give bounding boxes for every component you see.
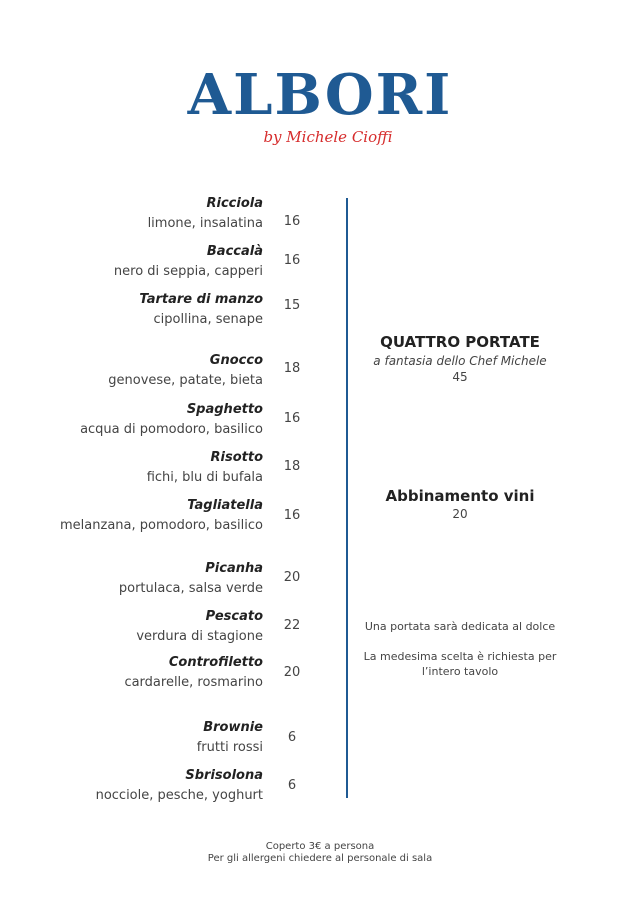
dish-name: Picanha: [205, 561, 263, 576]
dish-price: 18: [283, 459, 301, 474]
dish-item: [3, 767, 263, 804]
dish-item: [3, 497, 263, 534]
wine-pairing: [360, 487, 560, 521]
dish-price: 16: [283, 508, 301, 523]
dish-price: 16: [283, 253, 301, 268]
dish-item: [3, 195, 263, 232]
dish-description: fichi, blu di bufala: [146, 470, 263, 485]
pairing-title: Abbinamento vini: [385, 487, 535, 505]
dish-name: Ricciola: [206, 196, 263, 211]
logo-byline: by Michele Cioffi: [263, 128, 393, 146]
dish-name: Sbrisolona: [185, 768, 263, 783]
dish-name: Gnocco: [209, 353, 263, 368]
footer-allergens: Per gli allergeni chiedere al personale di sala: [207, 853, 433, 864]
dish-name: Tagliatella: [187, 498, 263, 513]
dish-description: cardarelle, rosmarino: [124, 675, 263, 690]
column-divider: [346, 198, 348, 798]
dish-name: Spaghetto: [186, 402, 263, 417]
dish-item: [3, 719, 263, 756]
dish-item: [3, 608, 263, 645]
dish-description: limone, insalatina: [147, 216, 263, 231]
dish-price: 18: [283, 361, 301, 376]
dish-price: 16: [283, 214, 301, 229]
dish-item: [3, 560, 263, 597]
dish-description: melanzana, pomodoro, basilico: [60, 518, 263, 533]
dessert-note: Una portata sarà dedicata al dolce: [364, 620, 556, 633]
dish-description: frutti rossi: [196, 740, 263, 755]
dish-item: [3, 291, 263, 328]
tasting-title: QUATTRO PORTATE: [380, 333, 540, 351]
dish-item: [3, 401, 263, 438]
dish-item: [3, 352, 263, 389]
dish-name: Risotto: [210, 450, 263, 465]
dish-description: acqua di pomodoro, basilico: [80, 422, 263, 437]
dish-item: [3, 654, 263, 691]
dish-name: Pescato: [205, 609, 263, 624]
dish-name: Baccalà: [206, 244, 263, 259]
dish-price: 15: [283, 298, 301, 313]
pairing-price: 20: [452, 507, 468, 521]
dish-price: 20: [283, 570, 301, 585]
tasting-subtitle: a fantasia dello Chef Michele: [373, 354, 547, 368]
dish-description: genovese, patate, bieta: [108, 373, 263, 388]
dish-item: [3, 243, 263, 280]
logo-wordmark: ALBORI: [187, 62, 453, 128]
dish-description: nero di seppia, capperi: [113, 264, 263, 279]
dish-price: 22: [283, 618, 301, 633]
table-note: La medesima scelta è richiesta per l’intero tavolo: [363, 650, 557, 678]
dish-description: verdura di stagione: [136, 629, 263, 644]
logo-graphic: [170, 62, 470, 157]
dish-price: 16: [283, 411, 301, 426]
dish-price: 20: [283, 665, 301, 680]
tasting-price: 45: [452, 370, 468, 384]
tasting-menu: [360, 333, 560, 384]
dish-price: 6: [287, 778, 297, 793]
dish-item: [3, 449, 263, 486]
dish-name: Tartare di manzo: [139, 292, 263, 307]
footer-coperto: Coperto 3€ a persona: [265, 841, 375, 852]
dish-name: Controfiletto: [168, 655, 263, 670]
dish-description: cipollina, senape: [153, 312, 263, 327]
brand-logo: [0, 62, 640, 157]
dish-price: 6: [287, 730, 297, 745]
dish-description: nocciole, pesche, yoghurt: [95, 788, 263, 803]
dish-description: portulaca, salsa verde: [118, 581, 263, 596]
dish-name: Brownie: [203, 720, 263, 735]
